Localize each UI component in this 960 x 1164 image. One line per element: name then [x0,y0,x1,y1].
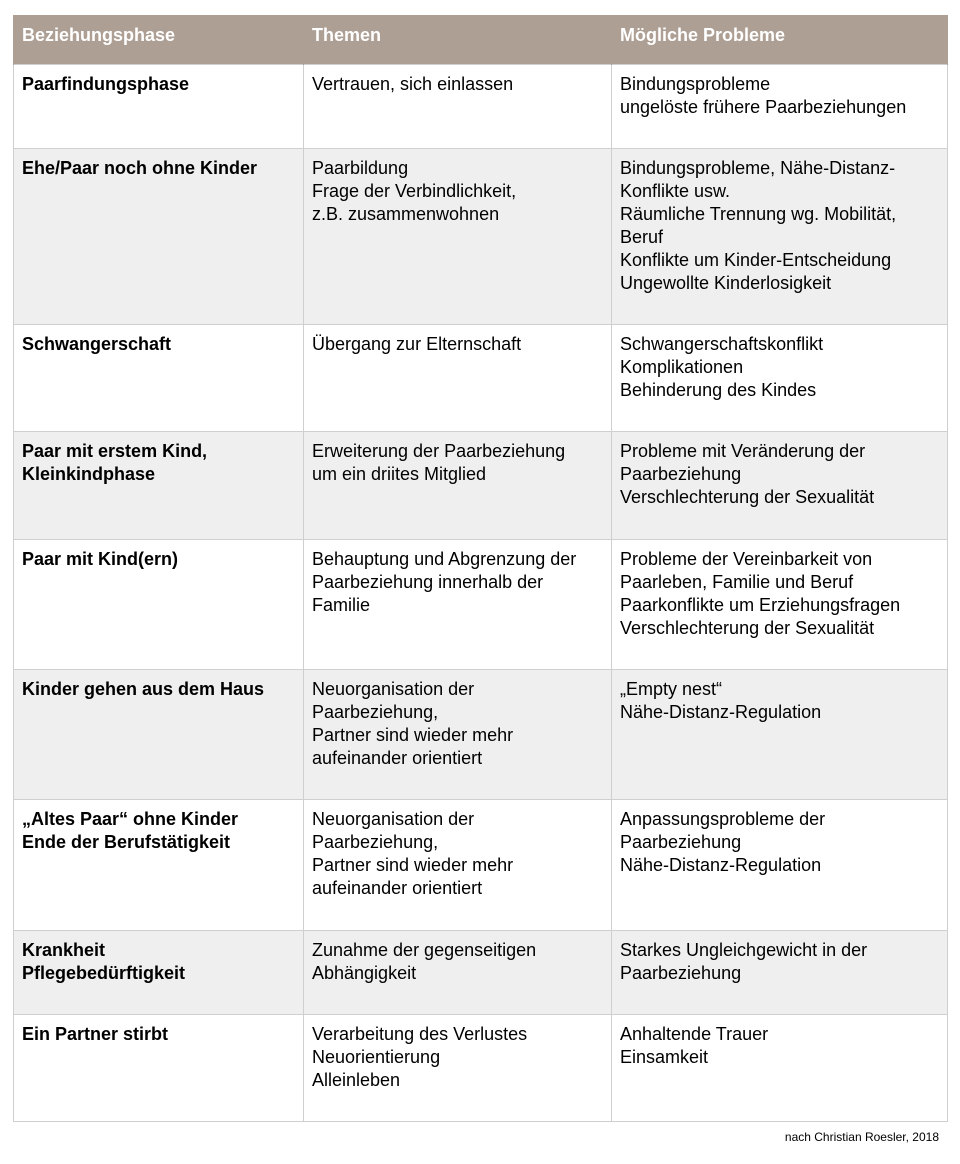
themen-cell [304,931,612,1015]
probleme-line: Bindungsprobleme [620,74,771,94]
phase-line: Kleinkindphase [22,464,156,484]
phase-cell [14,65,304,149]
probleme-line: ungelöste frühere Paarbeziehungen [620,97,907,117]
probleme-line: Verschlechterung der Sexualität [620,618,875,638]
phase-line: Paarfindungsphase [22,74,190,94]
source-credit: nach Christian Roesler, 2018 [784,1130,939,1144]
phase-line: Kinder gehen aus dem Haus [22,679,265,699]
relationship-phases-table [13,15,948,1122]
phase-cell [14,931,304,1015]
probleme-line: Anhaltende Trauer [620,1024,769,1044]
probleme-line: Komplikationen [620,357,744,377]
phase-cell [14,800,304,931]
table-row [14,325,948,432]
themen-line: Vertrauen, sich einlassen [312,74,514,94]
probleme-cell [612,800,948,931]
themen-line: Familie [312,595,371,615]
phase-cell [14,149,304,325]
header-row [14,15,948,65]
phase-cell [14,325,304,432]
phase-cell [14,670,304,800]
themen-line: aufeinander orientiert [312,748,483,768]
themen-line: Neuorganisation der [312,679,475,699]
phase-line: Ende der Berufstätigkeit [22,832,231,852]
probleme-line: Probleme der Vereinbarkeit von [620,549,873,569]
probleme-cell [612,540,948,670]
themen-line: Zunahme der gegenseitigen [312,940,537,960]
themen-line: aufeinander orientiert [312,878,483,898]
themen-line: Paarbildung [312,158,409,178]
probleme-line: Paarbeziehung [620,832,742,852]
probleme-line: Probleme mit Veränderung der [620,441,866,461]
probleme-line: Behinderung des Kindes [620,380,817,400]
header-moegliche-probleme: Mögliche Probleme [612,15,948,65]
table-row [14,540,948,670]
phase-line: Pflegebedürftigkeit [22,963,186,983]
probleme-line: Nähe-Distanz-Regulation [620,702,822,722]
themen-line: Neuorientierung [312,1047,441,1067]
phase-cell [14,540,304,670]
phase-line: Krankheit [22,940,106,960]
themen-line: Behauptung und Abgrenzung der [312,549,577,569]
probleme-cell [612,65,948,149]
table-body [14,65,948,1122]
themen-line: Paarbeziehung innerhalb der [312,572,544,592]
themen-line: Erweiterung der Paarbeziehung [312,441,566,461]
probleme-line: Ungewollte Kinderlosigkeit [620,273,832,293]
probleme-line: Konflikte usw. [620,181,731,201]
probleme-line: Paarleben, Familie und Beruf [620,572,854,592]
phase-cell [14,1015,304,1122]
themen-cell [304,540,612,670]
probleme-line: „Empty nest“ [620,679,723,699]
phase-line: Ein Partner stirbt [22,1024,169,1044]
table-row [14,1015,948,1122]
phase-line: Ehe/Paar noch ohne Kinder [22,158,258,178]
table-row [14,65,948,149]
themen-line: Partner sind wieder mehr [312,725,514,745]
themen-line: Partner sind wieder mehr [312,855,514,875]
probleme-line: Konflikte um Kinder-Entscheidung [620,250,892,270]
probleme-cell [612,931,948,1015]
themen-line: Übergang zur Elternschaft [312,334,522,354]
probleme-line: Räumliche Trennung wg. Mobilität, [620,204,897,224]
probleme-cell [612,149,948,325]
themen-cell [304,325,612,432]
table-header [14,15,948,65]
themen-line: Alleinleben [312,1070,401,1090]
table-row [14,432,948,540]
phase-line: Paar mit Kind(ern) [22,549,179,569]
themen-cell [304,1015,612,1122]
phase-line: „Altes Paar“ ohne Kinder [22,809,239,829]
probleme-line: Einsamkeit [620,1047,709,1067]
probleme-cell [612,432,948,540]
themen-line: um ein driites Mitglied [312,464,487,484]
themen-cell [304,800,612,931]
themen-line: Neuorganisation der [312,809,475,829]
themen-line: Paarbeziehung, [312,832,439,852]
themen-line: Paarbeziehung, [312,702,439,722]
themen-cell [304,432,612,540]
probleme-line: Paarkonflikte um Erziehungsfragen [620,595,901,615]
themen-line: z.B. zusammenwohnen [312,204,500,224]
phase-cell [14,432,304,540]
themen-line: Verarbeitung des Verlustes [312,1024,528,1044]
probleme-line: Schwangerschaftskonflikt [620,334,824,354]
phase-line: Paar mit erstem Kind, [22,441,208,461]
themen-line: Frage der Verbindlichkeit, [312,181,517,201]
probleme-cell [612,325,948,432]
probleme-line: Paarbeziehung [620,963,742,983]
probleme-line: Starkes Ungleichgewicht in der [620,940,868,960]
header-beziehungsphase: Beziehungsphase [14,15,304,65]
header-themen: Themen [304,15,612,65]
probleme-line: Paarbeziehung [620,464,742,484]
table-row [14,670,948,800]
probleme-line: Verschlechterung der Sexualität [620,487,875,507]
phase-line: Schwangerschaft [22,334,172,354]
themen-cell [304,670,612,800]
probleme-line: Bindungsprobleme, Nähe-Distanz- [620,158,896,178]
table-row [14,931,948,1015]
themen-line: Abhängigkeit [312,963,417,983]
probleme-line: Anpassungsprobleme der [620,809,826,829]
table-row [14,149,948,325]
table-row [14,800,948,931]
themen-cell [304,65,612,149]
probleme-cell [612,670,948,800]
probleme-line: Beruf [620,227,664,247]
themen-cell [304,149,612,325]
probleme-line: Nähe-Distanz-Regulation [620,855,822,875]
probleme-cell [612,1015,948,1122]
